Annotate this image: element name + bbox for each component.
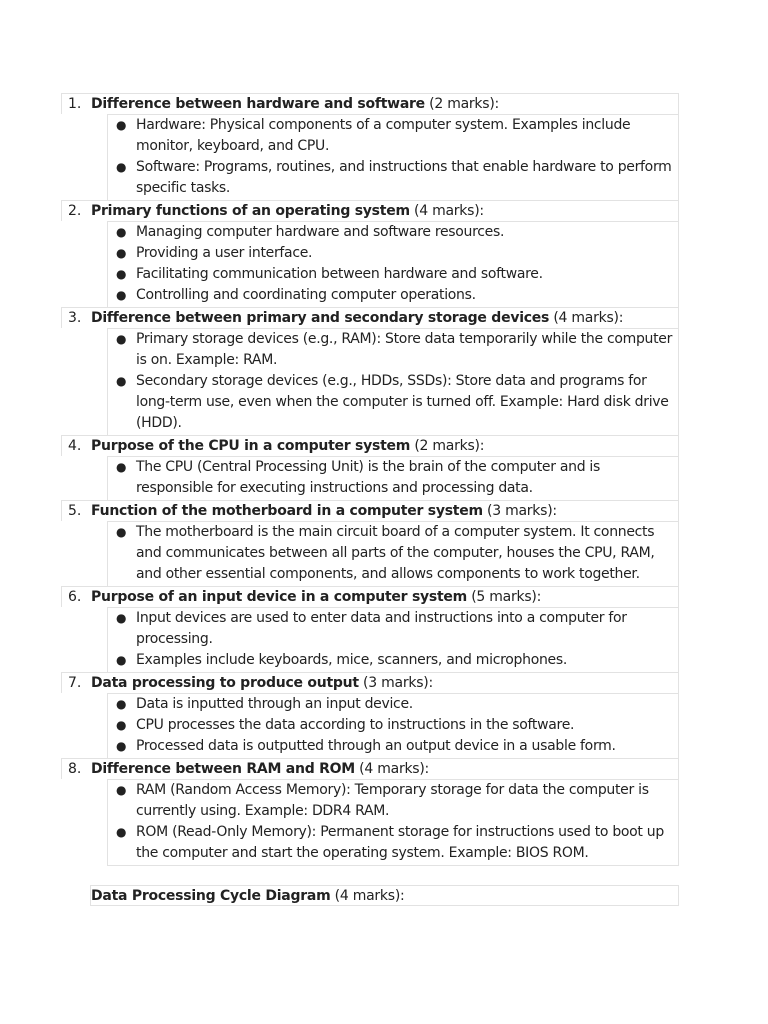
answer-list [107,456,679,500]
question-title: Difference between RAM and ROM [91,761,355,777]
list-item [108,264,678,285]
question-text [91,502,557,521]
bullet-icon: ● [116,653,127,667]
question-title: Purpose of an input device in a computer system [91,589,468,605]
diagram-marks: (4 marks): [334,888,405,904]
question-marks: (2 marks): [429,96,500,112]
answer-list [107,221,679,307]
bullet-icon: ● [116,332,127,346]
question-title: Primary functions of an operating system [91,203,410,219]
list-item [108,650,678,671]
list-item-text: CPU processes the data according to instructions in the software. [136,717,575,733]
question-marks: (4 marks): [359,761,430,777]
question-heading [61,500,679,521]
list-item-text: Facilitating communication between hardware and software. [136,266,543,282]
list-item-text: Examples include keyboards, mice, scanners, and microphones. [136,652,567,668]
bullet-icon: ● [116,225,127,239]
list-item-text: The motherboard is the main circuit board of a computer system. It connects and communicates between all parts of the computer, houses the CPU, RAM, and other essential components, and allows components to work together. [136,524,655,582]
list-item [108,822,678,864]
question-text [91,674,433,693]
list-item [108,694,678,715]
list-item [108,329,678,371]
question-marks: (2 marks): [414,438,485,454]
bullet-icon: ● [116,460,127,474]
question-title: Function of the motherboard in a computer system [91,503,483,519]
document-body [61,93,679,906]
list-item-text: Secondary storage devices (e.g., HDDs, SSDs): Store data and programs for long-term use, even when the computer is turned off. Example: Hard disk drive (HDD). [136,373,669,431]
bullet-icon: ● [116,160,127,174]
list-item [108,457,678,499]
question-heading [61,586,679,607]
bullet-icon: ● [116,288,127,302]
question-number: 2. [68,203,82,219]
question-number: 3. [68,310,82,326]
bullet-icon: ● [116,718,127,732]
bullet-icon: ● [116,739,127,753]
list-item [108,736,678,757]
question-title: Difference between hardware and software [91,96,425,112]
list-item-text: Software: Programs, routines, and instructions that enable hardware to perform specific tasks. [136,159,672,196]
diagram-heading [90,885,679,906]
bullet-icon: ● [116,783,127,797]
question-number: 5. [68,503,82,519]
answer-list [107,114,679,200]
list-item-text: Managing computer hardware and software resources. [136,224,505,240]
list-item [108,715,678,736]
answer-list [107,779,679,865]
diagram-title: Data Processing Cycle Diagram [91,888,331,904]
list-item [108,157,678,199]
answer-list [107,328,679,435]
list-bottom-rule [107,865,679,866]
question-number: 6. [68,589,82,605]
bullet-icon: ● [116,525,127,539]
list-item [108,522,678,585]
question-heading [61,672,679,693]
list-item-text: ROM (Read-Only Memory): Permanent storage for instructions used to boot up the computer and start the operating system. Example: BIOS ROM. [136,824,664,861]
question-number: 7. [68,675,82,691]
list-item [108,285,678,306]
question-heading [61,435,679,456]
question-heading [61,758,679,779]
list-item [108,115,678,157]
list-item [108,780,678,822]
question-title: Difference between primary and secondary storage devices [91,310,550,326]
bullet-icon: ● [116,611,127,625]
question-text [91,202,484,221]
question-text [91,760,429,779]
answer-list [107,607,679,672]
question-text [91,309,623,328]
bullet-icon: ● [116,118,127,132]
question-marks: (4 marks): [553,310,624,326]
bullet-icon: ● [116,697,127,711]
list-item-text: The CPU (Central Processing Unit) is the brain of the computer and is responsible for executing instructions and processing data. [136,459,601,496]
bullet-icon: ● [116,246,127,260]
question-marks: (5 marks): [471,589,542,605]
question-marks: (4 marks): [414,203,484,219]
list-item-text: Controlling and coordinating computer operations. [136,287,476,303]
list-item [108,608,678,650]
question-number: 4. [68,438,82,454]
answer-list [107,693,679,758]
list-item [108,222,678,243]
diagram-text [91,887,405,906]
question-heading [61,93,679,114]
question-number: 1. [68,96,82,112]
question-number: 8. [68,761,82,777]
list-item-text: Processed data is outputted through an output device in a usable form. [136,738,616,754]
question-title: Data processing to produce output [91,675,359,691]
bullet-icon: ● [116,374,127,388]
list-item-text: Input devices are used to enter data and instructions into a computer for processing. [136,610,627,647]
list-item [108,371,678,434]
list-item-text: Hardware: Physical components of a computer system. Examples include monitor, keyboard, and CPU. [136,117,631,154]
question-title: Purpose of the CPU in a computer system [91,438,411,454]
list-item-text: Primary storage devices (e.g., RAM): Store data temporarily while the computer is on. Example: RAM. [136,331,673,368]
bullet-icon: ● [116,267,127,281]
question-text [91,437,484,456]
list-item-text: Data is inputted through an input device. [136,696,413,712]
list-item [108,243,678,264]
question-heading [61,200,679,221]
question-text [91,588,541,607]
answer-list [107,521,679,586]
list-item-text: Providing a user interface. [136,245,313,261]
question-text [91,95,499,114]
bullet-icon: ● [116,825,127,839]
question-marks: (3 marks): [363,675,433,691]
question-heading [61,307,679,328]
list-item-text: RAM (Random Access Memory): Temporary storage for data the computer is currently using. Example: DDR4 RAM. [136,782,649,819]
question-marks: (3 marks): [487,503,557,519]
